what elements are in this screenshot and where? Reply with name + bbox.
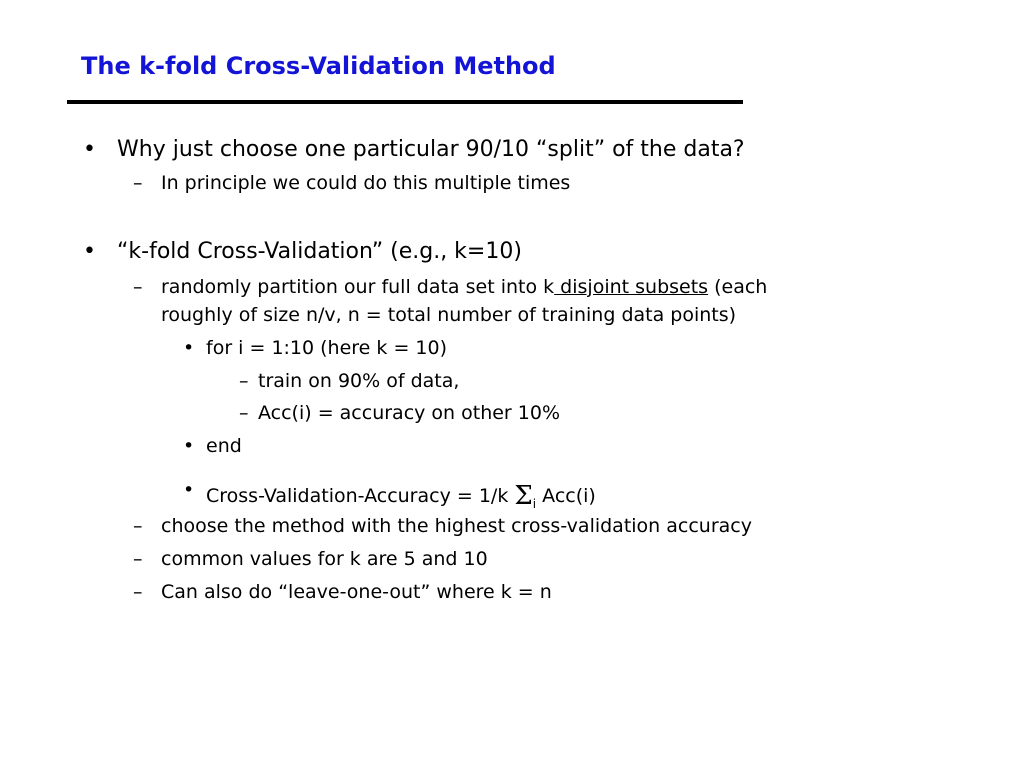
dash-marker: – <box>239 402 249 424</box>
bullet-marker: • <box>83 137 96 162</box>
dash-marker: – <box>133 548 143 570</box>
subscript: i <box>532 497 537 511</box>
sub-bullet-text: In principle we could do this multiple times <box>161 172 571 194</box>
underlined-term: disjoint subsets <box>554 276 709 298</box>
dash-marker: – <box>239 370 249 392</box>
bullet-marker: • <box>83 239 96 264</box>
sigma-symbol: Σ <box>514 481 533 511</box>
text-segment: (each <box>708 276 768 298</box>
bullet-marker: • <box>183 435 195 457</box>
sub-bullet-text: common values for k are 5 and 10 <box>161 548 488 570</box>
sub-sub-bullet-text: end <box>206 435 242 457</box>
formula-text <box>206 479 596 509</box>
dash-marker: – <box>133 172 143 194</box>
level4-text: train on 90% of data, <box>258 370 460 392</box>
text-segment: Cross-Validation-Accuracy = 1/k <box>206 485 515 507</box>
text-segment: Acc(i) <box>536 485 596 507</box>
sub-bullet-text <box>161 276 767 298</box>
title-underline-rule <box>67 100 743 104</box>
sub-bullet-text: Can also do “leave-one-out” where k = n <box>161 581 552 603</box>
bullet-marker: • <box>183 337 195 359</box>
dash-marker: – <box>133 276 143 298</box>
sub-sub-bullet-text: for i = 1:10 (here k = 10) <box>206 337 448 359</box>
bullet-marker: • <box>183 479 195 501</box>
bullet-text: “k-fold Cross-Validation” (e.g., k=10) <box>117 239 522 264</box>
level4-text: Acc(i) = accuracy on other 10% <box>258 402 561 424</box>
dash-marker: – <box>133 515 143 537</box>
dash-marker: – <box>133 581 143 603</box>
text-segment: randomly partition our full data set into k <box>161 276 555 298</box>
slide-title: The k-fold Cross-Validation Method <box>81 52 556 80</box>
sub-bullet-text: choose the method with the highest cross-validation accuracy <box>161 515 752 537</box>
sub-bullet-continuation: roughly of size n/v, n = total number of training data points) <box>161 304 737 326</box>
bullet-text: Why just choose one particular 90/10 “split” of the data? <box>117 137 745 162</box>
